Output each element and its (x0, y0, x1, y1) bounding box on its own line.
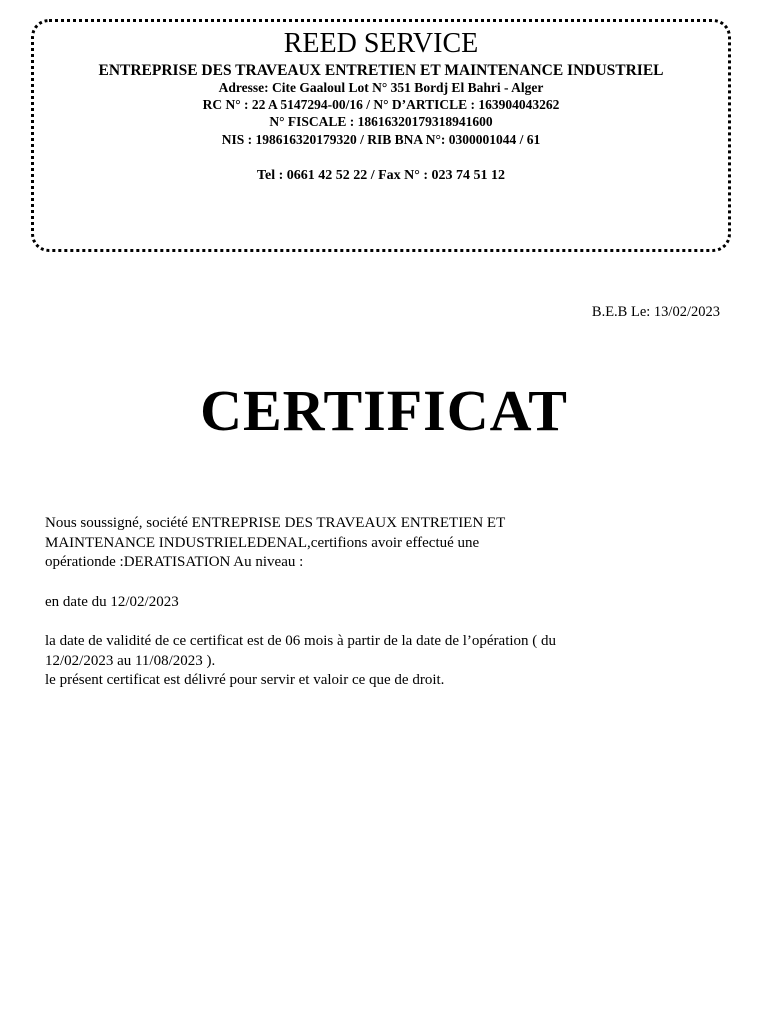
company-subtitle: ENTREPRISE DES TRAVEAUX ENTRETIEN ET MAINTENANCE INDUSTRIEL (98, 62, 664, 79)
closing-statement: le présent certificat est délivré pour servir et valoir ce que de droit. (45, 672, 445, 688)
company-address: Adresse: Cite Gaaloul Lot N° 351 Bordj El Bahri - Alger (218, 80, 544, 95)
company-name: REED SERVICE (283, 28, 479, 59)
letterhead-box (31, 19, 731, 252)
company-nis-rib: NIS : 198616320179320 / RIB BNA N°: 0300001044 / 61 (221, 132, 541, 147)
document-title: CERTIFICAT (200, 378, 568, 443)
validity-line-2: 12/02/2023 au 11/08/2023 ). (45, 652, 216, 669)
operation-date: en date du 12/02/2023 (45, 594, 179, 610)
company-fiscal-number: N° FISCALE : 186163201793189416​00 (269, 114, 493, 129)
company-tel-fax: Tel : 0661 42 52 22 / Fax N° : 023 74 51 12 (256, 168, 506, 183)
company-rc-article: RC N° : 22 A 5147294-00/16 / N° D’ARTICLE : 163904043262 (202, 97, 560, 112)
certification-line-1: Nous soussigné, société ENTREPRISE DES TRAVEAUX ENTRETIEN ET (45, 515, 506, 531)
validity-paragraph (45, 632, 685, 691)
validity-line-1: la date de validité de ce certificat est de 06 mois à partir de la date de l’opération ( du (45, 633, 557, 649)
certification-paragraph (45, 514, 685, 573)
document-date: B.E.B Le: 13/02/2023 (591, 304, 720, 320)
certification-line-3: opérationde :DERATISATION Au niveau : (45, 554, 304, 570)
certification-line-2: MAINTENANCE INDUSTRIELEDENAL,certifions avoir effectué une (45, 534, 480, 551)
